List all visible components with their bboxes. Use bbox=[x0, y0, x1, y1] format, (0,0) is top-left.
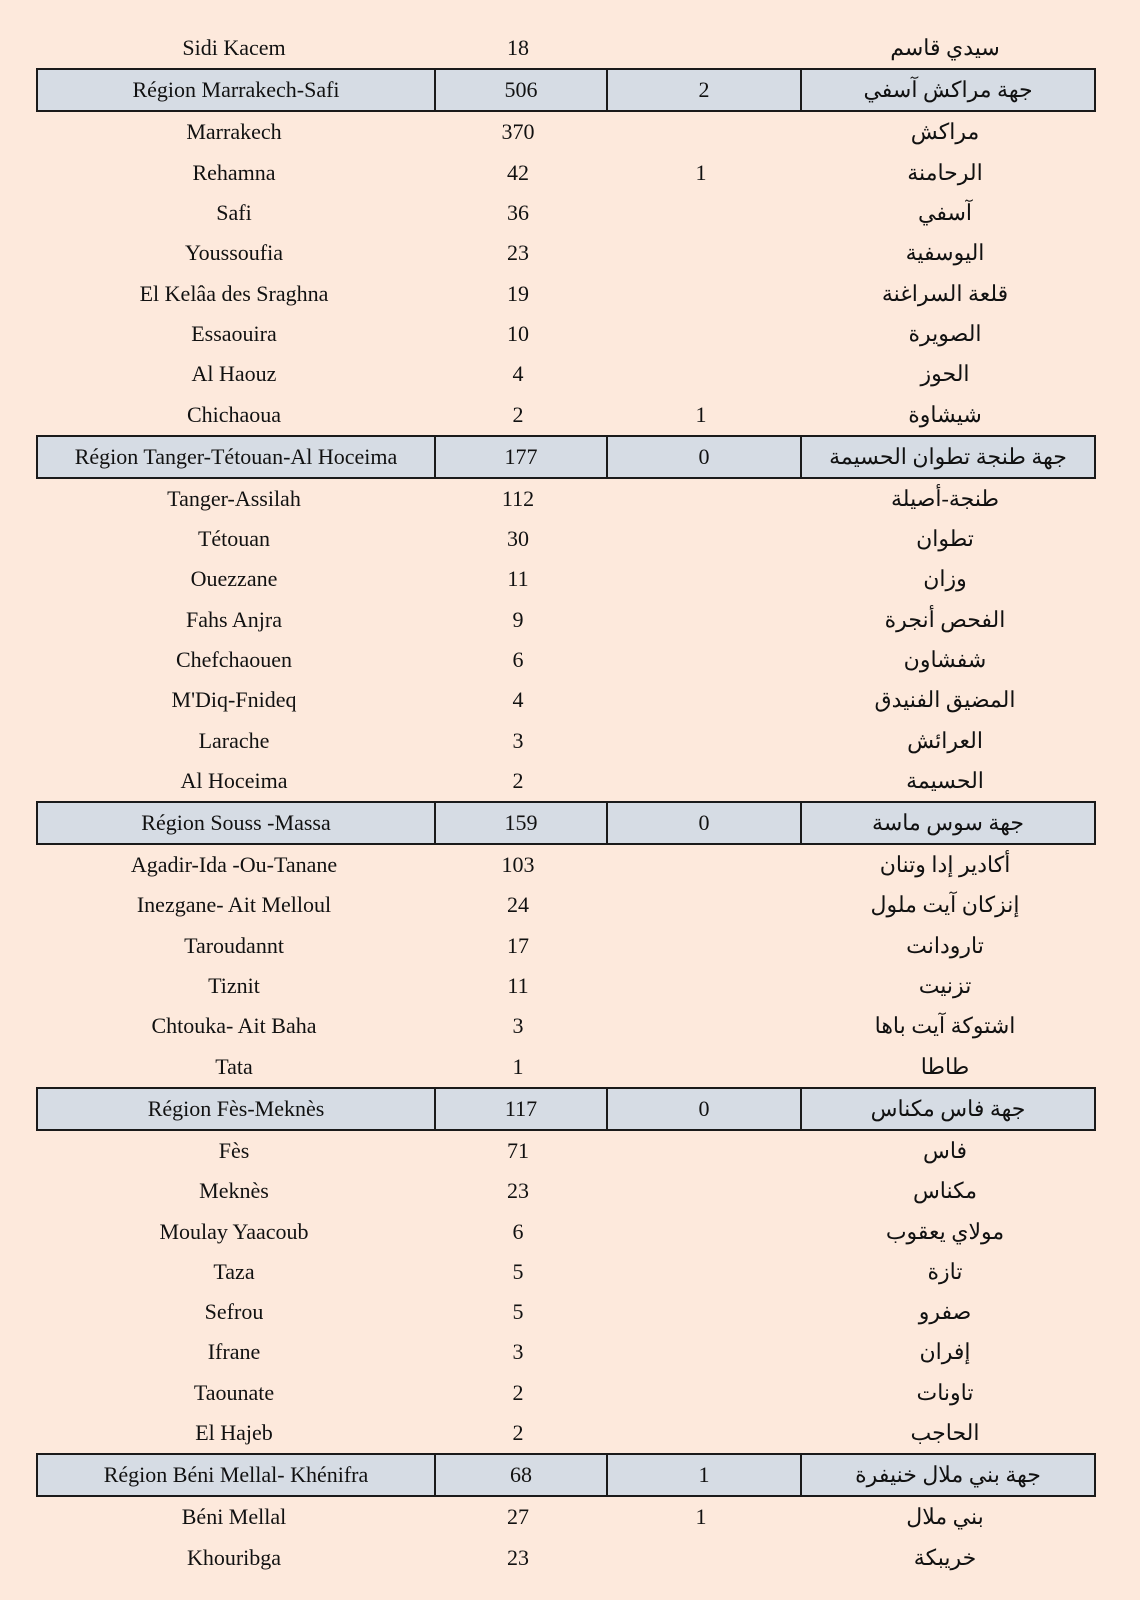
new-cases-cell bbox=[604, 1373, 798, 1413]
name-ar-cell: العرائش bbox=[907, 727, 983, 753]
name-fr-cell: Région Béni Mellal- Khénifra bbox=[103, 1462, 369, 1488]
new-cases-cell: 1 bbox=[695, 401, 707, 427]
name-fr-cell: Tanger-Assilah bbox=[167, 485, 301, 511]
name-fr-cell: Ouezzane bbox=[190, 566, 278, 592]
name-ar-cell: جهة بني ملال خنيفرة bbox=[800, 1455, 1094, 1495]
cases-table bbox=[36, 28, 1096, 1578]
city-row bbox=[36, 1538, 1096, 1578]
city-row bbox=[36, 640, 1096, 680]
city-row bbox=[36, 1131, 1096, 1171]
case-count-cell: 9 bbox=[512, 606, 524, 632]
case-count-cell: 11 bbox=[507, 973, 529, 999]
city-row bbox=[36, 845, 1096, 885]
name-ar-cell: اشتوكة آيت باها bbox=[874, 1013, 1016, 1039]
city-row bbox=[36, 1252, 1096, 1292]
name-ar-cell: شيشاوة bbox=[908, 401, 982, 427]
case-count-cell: 10 bbox=[507, 320, 529, 346]
name-ar-cell: الحاجب bbox=[910, 1420, 980, 1446]
name-fr-cell: Fès bbox=[218, 1137, 250, 1163]
new-cases-cell bbox=[604, 273, 798, 313]
new-cases-cell bbox=[604, 1252, 798, 1292]
new-cases-cell: 0 bbox=[606, 1089, 800, 1129]
new-cases-cell bbox=[604, 354, 798, 394]
new-cases-cell: 2 bbox=[606, 70, 800, 110]
region-row bbox=[36, 801, 1096, 845]
case-count-cell: 23 bbox=[507, 240, 529, 266]
case-count-cell: 27 bbox=[507, 1504, 529, 1530]
region-row bbox=[36, 1453, 1096, 1497]
city-row bbox=[36, 314, 1096, 354]
case-count-cell: 6 bbox=[512, 1218, 524, 1244]
case-count-cell: 2 bbox=[512, 1379, 524, 1405]
case-count-cell: 3 bbox=[512, 727, 524, 753]
region-row bbox=[36, 68, 1096, 112]
new-cases-cell bbox=[604, 519, 798, 559]
city-row bbox=[36, 193, 1096, 233]
city-row bbox=[36, 153, 1096, 193]
name-ar-cell: اليوسفية bbox=[905, 240, 985, 266]
case-count-cell: 2 bbox=[512, 767, 524, 793]
case-count-cell: 18 bbox=[507, 35, 529, 61]
name-fr-cell: Fahs Anjra bbox=[186, 606, 282, 632]
name-ar-cell: الفحص أنجرة bbox=[884, 606, 1006, 632]
new-cases-cell bbox=[604, 28, 798, 68]
name-ar-cell: تارودانت bbox=[906, 932, 984, 958]
name-fr-cell: Tata bbox=[215, 1053, 253, 1079]
city-row bbox=[36, 354, 1096, 394]
new-cases-cell bbox=[604, 1538, 798, 1578]
new-cases-cell bbox=[604, 640, 798, 680]
city-row bbox=[36, 1171, 1096, 1211]
name-fr-cell: Essaouira bbox=[191, 320, 277, 346]
case-count-cell: 2 bbox=[512, 401, 524, 427]
new-cases-cell: 0 bbox=[606, 803, 800, 843]
name-fr-cell: Taounate bbox=[193, 1379, 275, 1405]
case-count-cell: 370 bbox=[501, 119, 535, 145]
name-fr-cell: Région Tanger-Tétouan-Al Hoceima bbox=[74, 443, 398, 469]
city-row bbox=[36, 926, 1096, 966]
city-row bbox=[36, 761, 1096, 801]
name-ar-cell: الحوز bbox=[920, 361, 970, 387]
name-fr-cell: Ifrane bbox=[207, 1339, 261, 1365]
name-ar-cell: فاس bbox=[922, 1137, 968, 1163]
name-ar-cell: الصويرة bbox=[908, 320, 982, 346]
new-cases-cell bbox=[604, 1292, 798, 1332]
city-row bbox=[36, 1497, 1096, 1537]
name-ar-cell: تطوان bbox=[916, 526, 974, 552]
city-row bbox=[36, 273, 1096, 313]
name-fr-cell: Région Fès-Meknès bbox=[147, 1095, 325, 1121]
case-count-cell: 2 bbox=[512, 1420, 524, 1446]
name-ar-cell: طاطا bbox=[920, 1053, 970, 1079]
city-row bbox=[36, 394, 1096, 434]
new-cases-cell bbox=[604, 1047, 798, 1087]
name-fr-cell: Larache bbox=[198, 727, 270, 753]
case-count-cell: 5 bbox=[512, 1299, 524, 1325]
name-ar-cell: مراكش bbox=[910, 119, 980, 145]
name-ar-cell: مكناس bbox=[912, 1178, 978, 1204]
new-cases-cell bbox=[604, 1413, 798, 1453]
city-row bbox=[36, 720, 1096, 760]
new-cases-cell bbox=[604, 314, 798, 354]
new-cases-cell bbox=[604, 112, 798, 152]
name-fr-cell: El Hajeb bbox=[195, 1420, 273, 1446]
name-ar-cell: أكادير إدا وتنان bbox=[879, 852, 1011, 878]
new-cases-cell bbox=[604, 559, 798, 599]
city-row bbox=[36, 519, 1096, 559]
name-ar-cell: جهة طنجة تطوان الحسيمة bbox=[800, 437, 1094, 477]
name-ar-cell: بني ملال bbox=[906, 1504, 984, 1530]
new-cases-cell bbox=[604, 479, 798, 519]
region-row bbox=[36, 435, 1096, 479]
name-fr-cell: Béni Mellal bbox=[181, 1504, 287, 1530]
case-count-cell: 6 bbox=[512, 647, 524, 672]
name-fr-cell: Moulay Yaacoub bbox=[159, 1218, 309, 1244]
case-count-cell: 36 bbox=[507, 200, 529, 226]
name-fr-cell: Taza bbox=[213, 1258, 255, 1284]
name-fr-cell: Région Marrakech-Safi bbox=[132, 77, 340, 103]
case-count-cell: 23 bbox=[507, 1178, 529, 1204]
new-cases-cell bbox=[604, 193, 798, 233]
city-row bbox=[36, 1292, 1096, 1332]
name-ar-cell: شفشاون bbox=[903, 647, 987, 672]
city-row bbox=[36, 885, 1096, 925]
case-count-cell: 103 bbox=[501, 852, 535, 878]
city-row bbox=[36, 1413, 1096, 1453]
case-count-cell: 159 bbox=[434, 803, 606, 843]
name-fr-cell: Chichaoua bbox=[186, 401, 282, 427]
case-count-cell: 17 bbox=[507, 932, 529, 958]
name-ar-cell: صفرو bbox=[918, 1299, 972, 1325]
case-count-cell: 3 bbox=[512, 1339, 524, 1365]
case-count-cell: 71 bbox=[507, 1137, 529, 1163]
case-count-cell: 24 bbox=[507, 892, 529, 918]
name-fr-cell: Al Hoceima bbox=[180, 767, 288, 793]
name-fr-cell: Marrakech bbox=[186, 119, 282, 145]
city-row bbox=[36, 680, 1096, 720]
case-count-cell: 30 bbox=[507, 526, 529, 552]
name-fr-cell: Khouribga bbox=[186, 1544, 282, 1570]
case-count-cell: 68 bbox=[434, 1455, 606, 1495]
new-cases-cell: 1 bbox=[606, 1455, 800, 1495]
case-count-cell: 23 bbox=[507, 1544, 529, 1570]
new-cases-cell: 0 bbox=[606, 437, 800, 477]
name-fr-cell: M'Diq-Fnideq bbox=[171, 687, 297, 713]
name-ar-cell: جهة سوس ماسة bbox=[800, 803, 1094, 843]
name-ar-cell: إفران bbox=[919, 1339, 971, 1365]
name-fr-cell: Tiznit bbox=[208, 973, 260, 999]
name-ar-cell: المضيق الفنيدق bbox=[874, 687, 1016, 713]
name-fr-cell: Sidi Kacem bbox=[182, 35, 286, 61]
new-cases-cell bbox=[604, 966, 798, 1006]
region-row bbox=[36, 1087, 1096, 1131]
name-fr-cell: Rehamna bbox=[192, 159, 276, 185]
new-cases-cell bbox=[604, 233, 798, 273]
name-fr-cell: Al Haouz bbox=[191, 361, 277, 387]
name-fr-cell: Agadir-Ida -Ou-Tanane bbox=[130, 852, 338, 878]
name-ar-cell: سيدي قاسم bbox=[890, 35, 1000, 61]
name-ar-cell: خريبكة bbox=[913, 1544, 977, 1570]
new-cases-cell bbox=[604, 1171, 798, 1211]
new-cases-cell bbox=[604, 600, 798, 640]
name-fr-cell: Taroudannt bbox=[184, 932, 284, 958]
name-fr-cell: Chtouka- Ait Baha bbox=[151, 1013, 317, 1039]
name-fr-cell: Sefrou bbox=[204, 1299, 264, 1325]
name-fr-cell: Inezgane- Ait Melloul bbox=[136, 892, 332, 918]
city-row bbox=[36, 966, 1096, 1006]
name-fr-cell: Safi bbox=[216, 200, 252, 226]
city-row bbox=[36, 233, 1096, 273]
new-cases-cell bbox=[604, 1332, 798, 1372]
name-ar-cell: آسفي bbox=[918, 200, 973, 226]
city-row bbox=[36, 559, 1096, 599]
new-cases-cell bbox=[604, 1131, 798, 1171]
city-row bbox=[36, 1006, 1096, 1046]
new-cases-cell: 1 bbox=[695, 159, 707, 185]
name-ar-cell: الحسيمة bbox=[906, 767, 984, 793]
new-cases-cell bbox=[604, 845, 798, 885]
case-count-cell: 42 bbox=[507, 159, 529, 185]
city-row bbox=[36, 479, 1096, 519]
case-count-cell: 4 bbox=[512, 361, 524, 387]
name-ar-cell: قلعة السراغنة bbox=[881, 280, 1009, 306]
city-row bbox=[36, 1373, 1096, 1413]
city-row bbox=[36, 1211, 1096, 1251]
name-fr-cell: Tétouan bbox=[197, 526, 271, 552]
new-cases-cell bbox=[604, 720, 798, 760]
case-count-cell: 177 bbox=[434, 437, 606, 477]
case-count-cell: 3 bbox=[512, 1013, 524, 1039]
case-count-cell: 1 bbox=[512, 1053, 524, 1079]
name-ar-cell: جهة مراكش آسفي bbox=[800, 70, 1094, 110]
name-ar-cell: تازة bbox=[927, 1258, 963, 1284]
new-cases-cell bbox=[604, 680, 798, 720]
name-ar-cell: وزان bbox=[923, 566, 967, 592]
city-row bbox=[36, 1047, 1096, 1087]
name-fr-cell: Youssoufia bbox=[184, 240, 283, 266]
city-row bbox=[36, 112, 1096, 152]
name-ar-cell: تزنيت bbox=[918, 973, 972, 999]
name-fr-cell: Meknès bbox=[199, 1178, 269, 1204]
case-count-cell: 117 bbox=[434, 1089, 606, 1129]
new-cases-cell: 1 bbox=[695, 1504, 707, 1530]
name-ar-cell: إنزكان آيت ملول bbox=[870, 892, 1020, 918]
name-ar-cell: الرحامنة bbox=[907, 159, 983, 185]
new-cases-cell bbox=[604, 1211, 798, 1251]
city-row bbox=[36, 1332, 1096, 1372]
new-cases-cell bbox=[604, 761, 798, 801]
case-count-cell: 19 bbox=[507, 280, 529, 306]
city-row bbox=[36, 28, 1096, 68]
case-count-cell: 11 bbox=[507, 566, 529, 592]
name-ar-cell: طنجة-أصيلة bbox=[891, 485, 999, 511]
name-fr-cell: El Kelâa des Sraghna bbox=[139, 280, 329, 306]
name-ar-cell: جهة فاس مكناس bbox=[800, 1089, 1094, 1129]
name-ar-cell: تاونات bbox=[916, 1379, 974, 1405]
case-count-cell: 4 bbox=[512, 687, 524, 713]
case-count-cell: 112 bbox=[501, 485, 535, 511]
name-ar-cell: مولاي يعقوب bbox=[885, 1218, 1005, 1244]
new-cases-cell bbox=[604, 885, 798, 925]
new-cases-cell bbox=[604, 926, 798, 966]
city-row bbox=[36, 600, 1096, 640]
name-fr-cell: Chefchaouen bbox=[175, 647, 293, 672]
name-fr-cell: Région Souss -Massa bbox=[141, 810, 331, 836]
case-count-cell: 5 bbox=[512, 1258, 524, 1284]
new-cases-cell bbox=[604, 1006, 798, 1046]
case-count-cell: 506 bbox=[434, 70, 606, 110]
